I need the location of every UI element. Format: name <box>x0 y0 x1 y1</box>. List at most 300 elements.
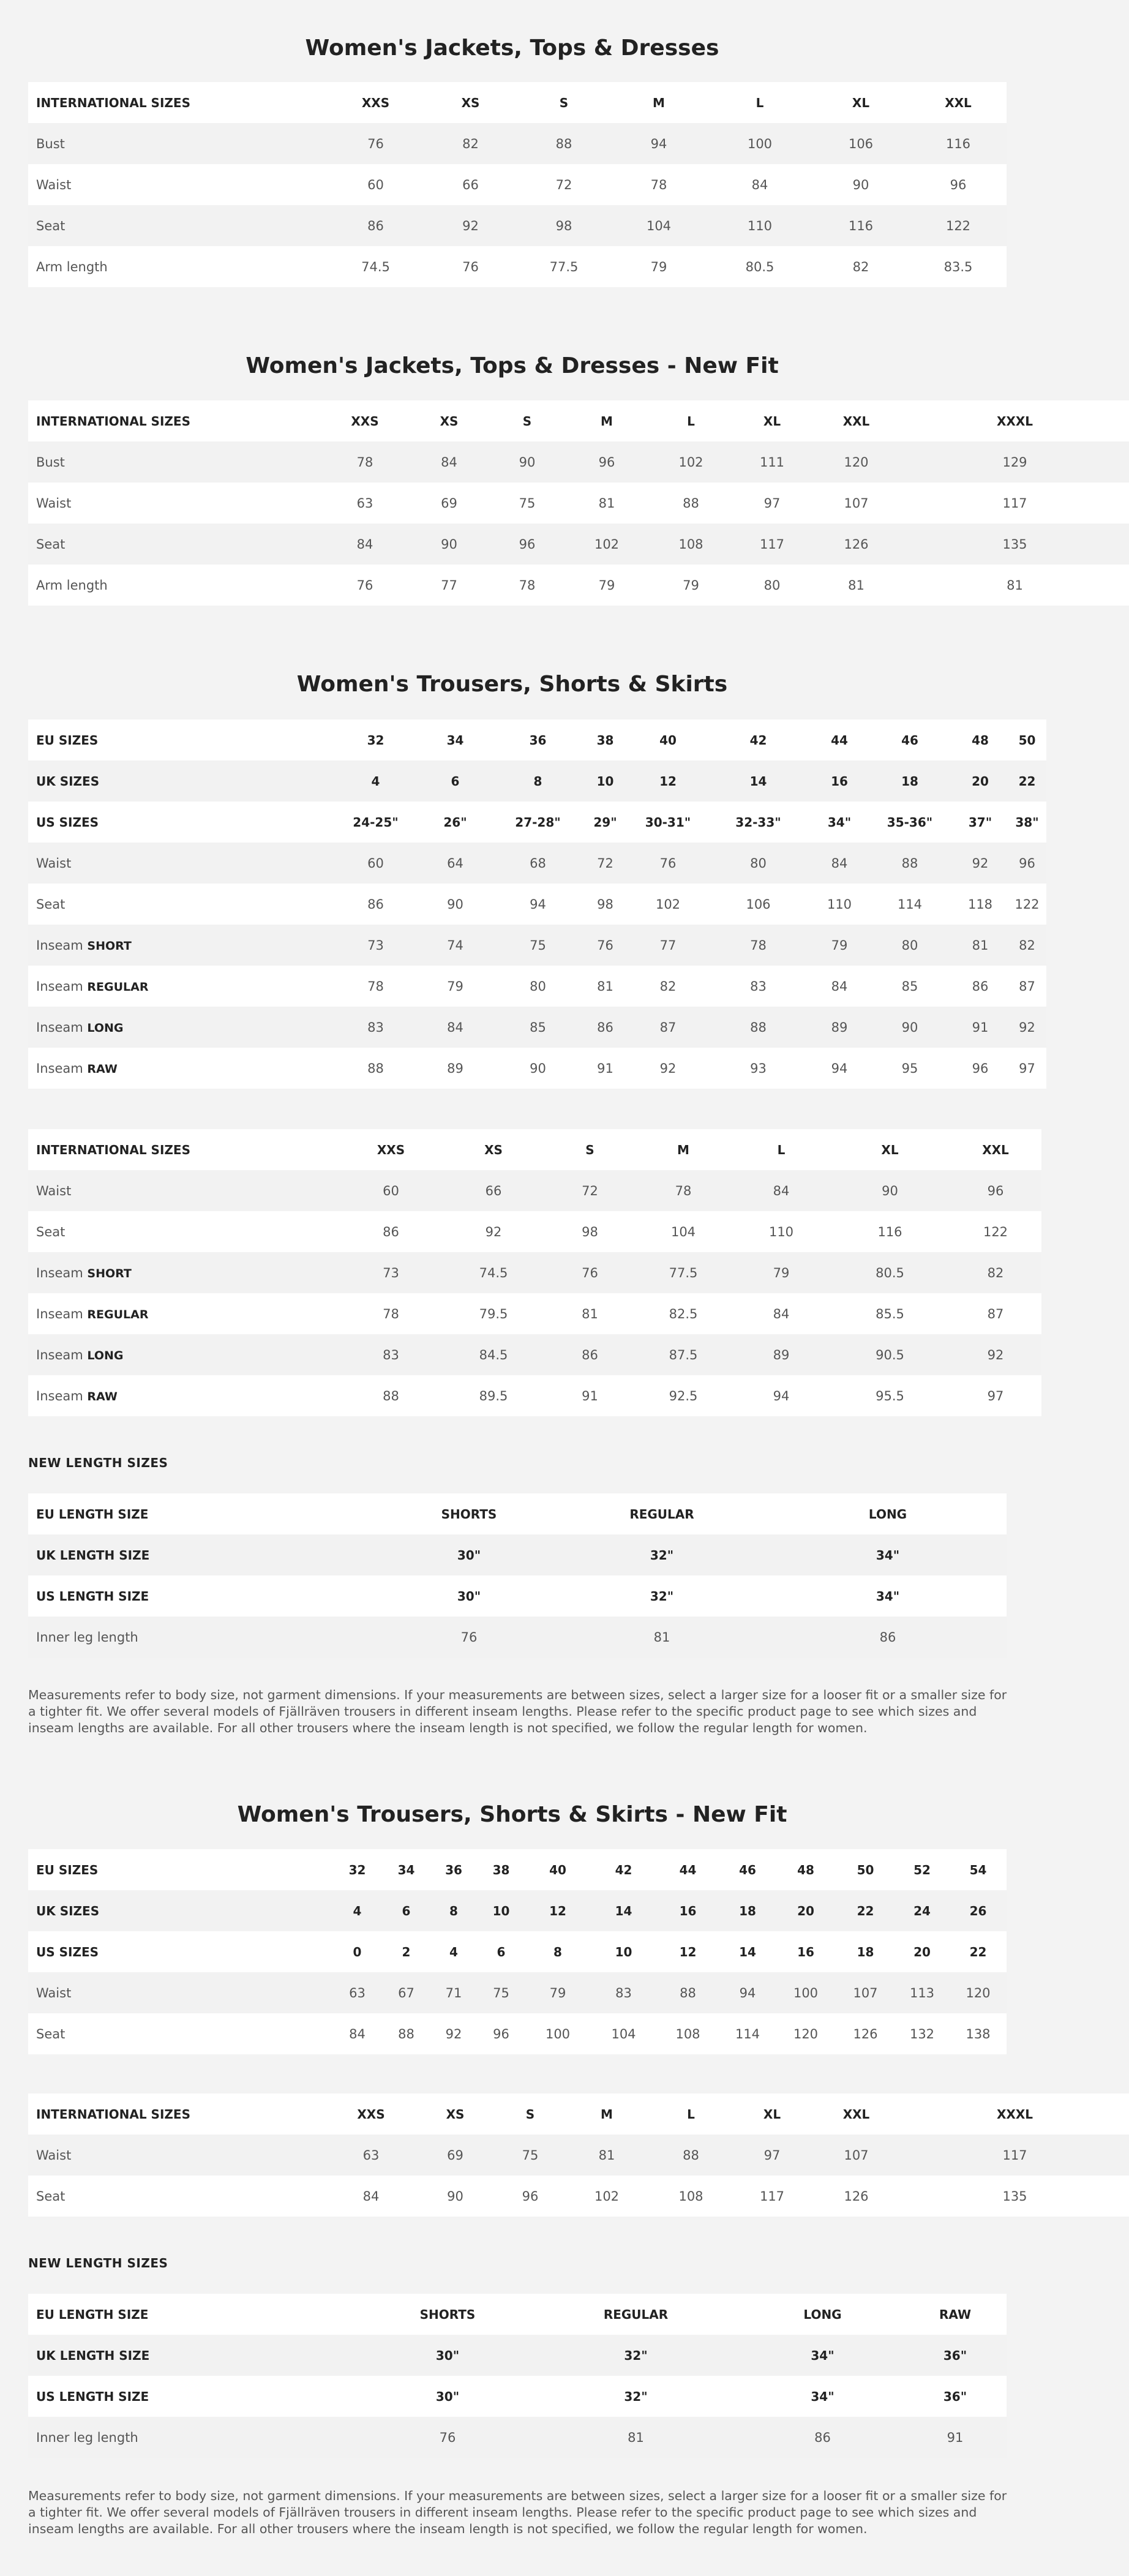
table-row <box>28 2417 1007 2458</box>
cell-text: 76 <box>582 1265 598 1280</box>
cell-text: 34" <box>811 2389 835 2404</box>
cell-text: XXXL <box>996 413 1033 429</box>
table-cell <box>812 925 867 966</box>
row-label <box>28 966 337 1007</box>
cell-text: 88 <box>383 1388 399 1403</box>
cell-text: 79 <box>683 577 699 593</box>
row-label <box>28 843 337 884</box>
table-cell <box>650 2093 732 2135</box>
cell-text: 90 <box>447 2188 463 2204</box>
cell-text: 30" <box>435 2348 460 2363</box>
cell-text: 132 <box>909 2026 935 2041</box>
cell-text: EU SIZES <box>36 732 99 748</box>
table-cell <box>836 1972 895 2013</box>
table-cell <box>546 1293 634 1334</box>
cell-text: 90 <box>530 1061 546 1076</box>
table-cell <box>441 1129 546 1170</box>
cell-text: 117 <box>1002 495 1027 511</box>
cell-text: L <box>777 1142 786 1157</box>
cell-text: EU LENGTH SIZE <box>36 1506 149 1522</box>
row-label <box>28 2417 365 2458</box>
cell-text: 86 <box>383 1224 399 1239</box>
cell-text: 83 <box>615 1985 632 2000</box>
table-cell <box>591 1849 656 1890</box>
table-cell <box>732 1334 830 1375</box>
table-cell <box>631 1007 705 1048</box>
cell-text: 74.5 <box>479 1265 508 1280</box>
table-cell <box>478 1890 524 1931</box>
cell-text: INTERNATIONAL SIZES <box>36 95 190 110</box>
cell-text: XXS <box>357 2106 385 2122</box>
cell-text: 73 <box>383 1265 399 1280</box>
cell-text: US SIZES <box>36 814 99 830</box>
cell-text: 84 <box>831 855 848 871</box>
table-cell <box>414 719 497 760</box>
table-cell <box>895 2013 950 2054</box>
table-cell <box>953 1007 1008 1048</box>
cell-text: L <box>756 95 764 110</box>
cell-text: SHORTS <box>441 1506 497 1522</box>
cell-text: 73 <box>367 937 384 953</box>
table-cell <box>414 966 497 1007</box>
cell-text: 10 <box>492 1903 510 1918</box>
table-cell <box>775 1931 836 1972</box>
table-cell <box>812 400 901 441</box>
table-cell <box>1008 884 1046 925</box>
row-label <box>28 1890 331 1931</box>
table-cell <box>497 760 579 802</box>
cell-text: 97 <box>1019 1061 1035 1076</box>
cell-text: 14 <box>615 1903 632 1918</box>
table-header-row <box>28 1129 1041 1170</box>
cell-text: 84 <box>362 2188 380 2204</box>
cell-text: 77 <box>441 577 457 593</box>
cell-text: 84.5 <box>479 1347 508 1362</box>
cell-text: 54 <box>969 1862 987 1877</box>
cell-text: 97 <box>763 495 781 511</box>
table-row <box>28 205 1007 246</box>
cell-text: XL <box>763 413 781 429</box>
cell-text: 77 <box>659 937 677 953</box>
table-cell <box>950 1293 1041 1334</box>
cell-text: 86 <box>597 1020 613 1035</box>
table-cell <box>423 123 518 164</box>
table-row <box>28 2013 1007 2054</box>
table-cell <box>631 843 705 884</box>
cell-text: 120 <box>793 2026 819 2041</box>
table-cell <box>904 2335 1007 2376</box>
cell-text: 60 <box>383 1183 399 1198</box>
table-row <box>28 2376 1007 2417</box>
table-cell <box>631 1048 705 1089</box>
cell-text: 72 <box>555 177 572 192</box>
table-cell <box>340 1129 441 1170</box>
cell-text: 36 <box>445 1862 462 1877</box>
cell-text: 18 <box>901 773 918 789</box>
cell-text: 14 <box>739 1944 756 1959</box>
inseam-length-tag: RAW <box>87 1389 118 1403</box>
table-cell <box>328 82 423 123</box>
table-cell <box>953 884 1008 925</box>
table-cell <box>720 1972 775 2013</box>
row-label <box>28 2093 328 2135</box>
cell-text: 50 <box>1018 732 1036 748</box>
cell-text: 84 <box>349 2026 366 2041</box>
row-label <box>28 524 322 565</box>
table-cell <box>830 1252 950 1293</box>
size-table-trousers-new-fit <box>28 1849 1007 2054</box>
cell-text: Bust <box>36 454 65 470</box>
cell-text: S <box>559 95 569 110</box>
table-cell <box>414 760 497 802</box>
table-cell <box>950 1849 1007 1890</box>
table-cell <box>769 1575 1007 1617</box>
cell-text: 86 <box>367 896 384 912</box>
measurement-note: Measurements refer to body size, not garment dimensions. If your measurements are between sizes, select a larger size for a looser fit or a smaller size for a tighter fit. We offer several models of Fjällräven trousers in different inseam lengths. Please refer to the specific product page to see which sizes and inseam lengths are available. For all other trousers where the inseam length is not specified, we follow the regular length for women. <box>28 2488 1007 2536</box>
table-cell <box>331 2013 383 2054</box>
new-length-sizes-heading: NEW LENGTH SIZES <box>28 2256 168 2270</box>
table-cell <box>656 1890 720 1931</box>
table-row <box>28 966 1046 1007</box>
cell-text: REGULAR <box>629 1506 694 1522</box>
table-cell <box>383 2013 429 2054</box>
cell-text: 22 <box>857 1903 874 1918</box>
table-cell <box>732 1252 830 1293</box>
table-cell <box>555 1493 769 1534</box>
table-cell <box>497 719 579 760</box>
cell-text: 126 <box>844 2188 869 2204</box>
cell-text: 82 <box>1019 937 1035 953</box>
cell-text: 78 <box>519 577 536 593</box>
cell-text: XXS <box>377 1142 405 1157</box>
table-cell <box>331 1931 383 1972</box>
cell-text: 96 <box>522 2188 539 2204</box>
cell-text: XL <box>763 2106 781 2122</box>
table-cell <box>950 1129 1041 1170</box>
cell-text: 32 <box>348 1862 366 1877</box>
cell-text: 117 <box>759 536 785 552</box>
cell-text: 69 <box>441 495 457 511</box>
cell-text: 87 <box>1019 978 1035 994</box>
cell-text: 24-25" <box>353 814 399 830</box>
table-cell <box>331 1890 383 1931</box>
cell-text: Inseam <box>36 1347 83 1362</box>
table-header-row <box>28 2093 1129 2135</box>
table-cell <box>656 1972 720 2013</box>
table-cell <box>497 884 579 925</box>
cell-text: REGULAR <box>603 2307 669 2322</box>
table-cell <box>383 1849 429 1890</box>
cell-text: 76 <box>462 259 479 274</box>
table-cell <box>524 1890 591 1931</box>
table-cell <box>518 205 610 246</box>
table-cell <box>953 802 1008 843</box>
table-cell <box>732 483 812 524</box>
cell-text: 34" <box>876 1547 900 1563</box>
cell-text: 12 <box>659 773 677 789</box>
table-cell <box>322 565 408 606</box>
cell-text: XS <box>446 2106 465 2122</box>
table-cell <box>564 565 650 606</box>
inseam-length-tag: LONG <box>87 1348 124 1362</box>
cell-text: 87 <box>659 1020 677 1035</box>
table-cell <box>365 2294 530 2335</box>
table-cell <box>423 82 518 123</box>
cell-text: 30-31" <box>645 814 691 830</box>
cell-text: 67 <box>398 1985 414 2000</box>
table-cell <box>836 2013 895 2054</box>
cell-text: S <box>522 413 532 429</box>
cell-text: 2 <box>402 1944 411 1959</box>
section-title: Women's Trousers, Shorts & Skirts <box>296 672 728 697</box>
table-cell <box>546 1170 634 1211</box>
cell-text: RAW <box>939 2307 972 2322</box>
table-cell <box>1008 925 1046 966</box>
cell-text: UK SIZES <box>36 773 100 789</box>
table-cell <box>741 2294 904 2335</box>
cell-text: 80 <box>530 978 546 994</box>
table-cell <box>337 884 414 925</box>
table-cell <box>830 1334 950 1375</box>
cell-text: 74 <box>447 937 463 953</box>
cell-text: INTERNATIONAL SIZES <box>36 2106 190 2122</box>
table-cell <box>414 1007 497 1048</box>
cell-text: 86 <box>972 978 989 994</box>
cell-text: Waist <box>36 2147 72 2163</box>
cell-text: 88 <box>680 1985 696 2000</box>
cell-text: XS <box>461 95 480 110</box>
cell-text: 81 <box>1007 577 1023 593</box>
table-cell <box>490 400 564 441</box>
cell-text: 102 <box>594 2188 620 2204</box>
table-cell <box>901 483 1129 524</box>
cell-text: 116 <box>945 136 971 151</box>
cell-text: 0 <box>353 1944 362 1959</box>
cell-text: 32" <box>624 2348 648 2363</box>
table-cell <box>769 1534 1007 1575</box>
cell-text: XS <box>440 413 459 429</box>
cell-text: 129 <box>1002 454 1027 470</box>
cell-text: 96 <box>598 454 615 470</box>
table-row <box>28 1211 1041 1252</box>
table-cell <box>322 441 408 483</box>
table-cell <box>812 565 901 606</box>
table-cell <box>429 1972 478 2013</box>
table-cell <box>524 2013 591 2054</box>
table-cell <box>950 1252 1041 1293</box>
row-label <box>28 884 337 925</box>
cell-text: Seat <box>36 896 66 912</box>
table-cell <box>812 719 867 760</box>
table-cell <box>812 483 901 524</box>
cell-text: 84 <box>447 1020 463 1035</box>
cell-text: 111 <box>759 454 785 470</box>
table-cell <box>497 2176 564 2217</box>
table-cell <box>741 2417 904 2458</box>
table-cell <box>910 246 1007 287</box>
row-label <box>28 246 328 287</box>
table-header-row <box>28 1849 1007 1890</box>
table-cell <box>708 82 812 123</box>
table-cell <box>812 843 867 884</box>
table-cell <box>812 2135 901 2176</box>
table-cell <box>867 719 953 760</box>
table-cell <box>732 1170 830 1211</box>
row-label <box>28 1375 340 1416</box>
table-cell <box>775 1972 836 2013</box>
cell-text: 27-28" <box>515 814 561 830</box>
cell-text: 85 <box>530 1020 546 1035</box>
size-table-jackets <box>28 82 1007 287</box>
cell-text: 66 <box>462 177 479 192</box>
table-row <box>28 1534 1007 1575</box>
row-label <box>28 2294 365 2335</box>
table-cell <box>634 1252 732 1293</box>
cell-text: 36" <box>943 2389 967 2404</box>
table-cell <box>441 1375 546 1416</box>
row-label <box>28 1211 340 1252</box>
row-label <box>28 1534 383 1575</box>
cell-text: 82 <box>852 259 869 274</box>
table-cell <box>337 966 414 1007</box>
table-row <box>28 524 1129 565</box>
cell-text: XXS <box>351 413 379 429</box>
table-cell <box>579 925 631 966</box>
cell-text: 95.5 <box>876 1388 904 1403</box>
table-cell <box>812 123 910 164</box>
table-cell <box>497 1048 579 1089</box>
cell-text: 88 <box>683 495 699 511</box>
cell-text: 42 <box>749 732 767 748</box>
table-cell <box>950 1375 1041 1416</box>
cell-text: 36" <box>943 2348 967 2363</box>
table-cell <box>705 884 812 925</box>
cell-text: 20 <box>913 1944 931 1959</box>
table-cell <box>383 1493 555 1534</box>
table-cell <box>953 719 1008 760</box>
table-cell <box>812 2176 901 2217</box>
table-cell <box>423 246 518 287</box>
cell-text: XXL <box>842 413 870 429</box>
table-cell <box>895 1849 950 1890</box>
cell-text: US LENGTH SIZE <box>36 1588 149 1604</box>
table-cell <box>1008 1007 1046 1048</box>
table-cell <box>579 1048 631 1089</box>
table-cell <box>950 2013 1007 2054</box>
cell-text: US SIZES <box>36 1944 99 1959</box>
table-cell <box>901 400 1129 441</box>
cell-text: 42 <box>615 1862 632 1877</box>
table-cell <box>365 2335 530 2376</box>
cell-text: 88 <box>398 2026 414 2041</box>
table-cell <box>650 2135 732 2176</box>
table-cell <box>340 1375 441 1416</box>
table-cell <box>497 925 579 966</box>
table-row <box>28 164 1007 205</box>
table-cell <box>812 802 867 843</box>
table-row <box>28 441 1129 483</box>
table-cell <box>650 524 732 565</box>
cell-text: Arm length <box>36 259 108 274</box>
table-cell <box>328 2135 414 2176</box>
table-cell <box>836 1931 895 1972</box>
cell-text: 117 <box>759 2188 785 2204</box>
table-cell <box>830 1211 950 1252</box>
table-cell <box>322 524 408 565</box>
cell-text: 98 <box>555 218 572 233</box>
table-cell <box>383 1890 429 1931</box>
table-cell <box>867 884 953 925</box>
cell-text: S <box>585 1142 595 1157</box>
cell-text: 78 <box>367 978 384 994</box>
table-cell <box>414 2135 497 2176</box>
table-cell <box>591 1890 656 1931</box>
table-cell <box>414 2093 497 2135</box>
cell-text: 12 <box>679 1944 697 1959</box>
cell-text: 79 <box>549 1985 566 2000</box>
table-cell <box>812 2093 901 2135</box>
cell-text: 80.5 <box>876 1265 904 1280</box>
table-cell <box>631 760 705 802</box>
table-cell <box>867 843 953 884</box>
table-cell <box>953 843 1008 884</box>
table-cell <box>950 1334 1041 1375</box>
inseam-length-tag: REGULAR <box>87 1307 149 1321</box>
table-cell <box>441 1252 546 1293</box>
table-cell <box>591 1931 656 1972</box>
cell-text: 66 <box>485 1183 502 1198</box>
cell-text: 86 <box>879 1629 896 1645</box>
row-label <box>28 2135 328 2176</box>
inseam-length-tag: SHORT <box>87 939 132 953</box>
table-cell <box>732 1211 830 1252</box>
inseam-length-tag: LONG <box>87 1021 124 1035</box>
table-row <box>28 1575 1007 1617</box>
table-cell <box>328 123 423 164</box>
table-cell <box>950 1211 1041 1252</box>
cell-text: 63 <box>349 1985 366 2000</box>
table-cell <box>867 1007 953 1048</box>
cell-text: XS <box>484 1142 503 1157</box>
table-cell <box>328 2176 414 2217</box>
row-label <box>28 1048 337 1089</box>
cell-text: Waist <box>36 1183 72 1198</box>
table-cell <box>769 1493 1007 1534</box>
cell-text: 92.5 <box>669 1388 698 1403</box>
table-header-row <box>28 719 1046 760</box>
table-cell <box>337 719 414 760</box>
table-cell <box>441 1170 546 1211</box>
table-row <box>28 843 1046 884</box>
table-row <box>28 1048 1046 1089</box>
cell-text: 87.5 <box>669 1347 698 1362</box>
cell-text: 92 <box>972 855 989 871</box>
cell-text: 84 <box>356 536 373 552</box>
cell-text: 16 <box>831 773 848 789</box>
cell-text: 76 <box>356 577 373 593</box>
table-cell <box>775 1849 836 1890</box>
table-row <box>28 2176 1129 2217</box>
cell-text: 92 <box>987 1347 1004 1362</box>
table-cell <box>579 760 631 802</box>
table-cell <box>732 1129 830 1170</box>
table-row <box>28 884 1046 925</box>
table-cell <box>414 2176 497 2217</box>
table-cell <box>610 82 708 123</box>
cell-text: 96 <box>972 1061 989 1076</box>
row-label <box>28 719 337 760</box>
row-label <box>28 2376 365 2417</box>
